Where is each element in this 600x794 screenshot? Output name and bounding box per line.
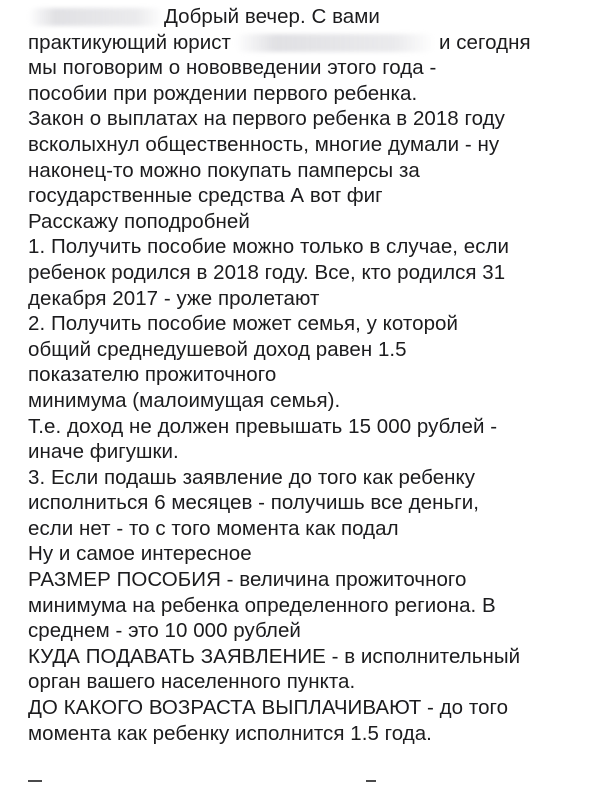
income-paragraph: Т.е. доход не должен превышать 15 000 рублей - иначе фигушки. — [28, 414, 498, 464]
interesting-paragraph: Ну и самое интересное — [28, 542, 252, 566]
intro-paragraph — [28, 4, 590, 106]
benefit-size-paragraph: РАЗМЕР ПОСОБИЯ - величина прожиточного минимума на ребенка определенного региона. В среднем - это 10 000 рублей — [28, 568, 496, 643]
greeting-text: Добрый вечер. С вами — [164, 5, 380, 28]
where-to-apply-paragraph: КУДА ПОДАВАТЬ ЗАЯВЛЕНИЕ - в исполнительный орган вашего населенного пункта. — [28, 644, 521, 694]
point-3-paragraph: 3. Если подашь заявление до того как ребенку исполниться 6 месяцев - получишь все деньги, если нет - то с того момента как подал — [28, 465, 479, 540]
redacted-name — [28, 8, 164, 26]
age-limit-paragraph: ДО КАКОГО ВОЗРАСТА ВЫПЛАЧИВАЮТ - до того момента как ребенку исполнится 1.5 года. — [28, 696, 509, 745]
lawyer-text: практикующий юрист — [28, 30, 231, 54]
topic-text: мы поговорим о нововведении этого года - пособии при рождении первого ребенка. — [28, 56, 437, 105]
law-paragraph: Закон о выплатах на первого ребенка в 2018 году всколыхнул общественность, многие думали - ну наконец-то можно покупать памперсы за государственные средства А вот фиг — [28, 107, 505, 208]
cut-off-next-line — [28, 780, 568, 794]
text-fragment — [366, 780, 376, 794]
point-2-paragraph: 2. Получить пособие может семья, у которой общий среднедушевой доход равен 1.5 показателю прожиточного минимума (малоимущая семья). — [28, 312, 458, 412]
redacted-username — [235, 34, 435, 52]
today-text: и сегодня — [439, 30, 531, 54]
point-1-paragraph: 1. Получить пособие можно только в случае, если ребенок родился в 2018 году. Все, кто родился 31 декабря 2017 - уже пролетают — [28, 235, 510, 310]
details-paragraph: Расскажу поподробней — [28, 209, 250, 233]
text-fragment — [28, 780, 42, 794]
